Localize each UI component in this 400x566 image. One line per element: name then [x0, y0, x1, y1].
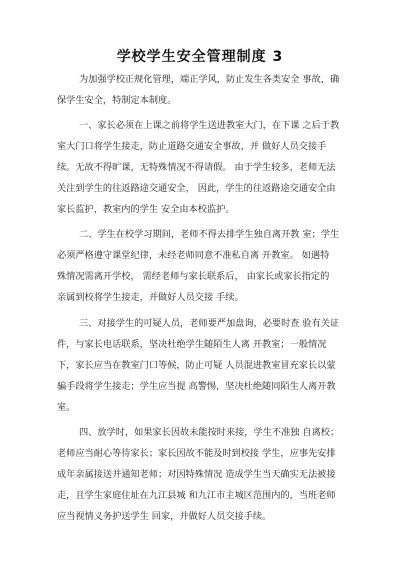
paragraph-line: 二、学生在校学习期间，老师不得去排学生独自离开教 室；学生: [79, 229, 340, 240]
paragraph-line: 必须严格遵守课堂纪律，未经老师同意不准私自离 开教室。 如遇特: [57, 250, 330, 261]
paragraph-line: 家长监护，教室内的学生 安全由本校监护。: [57, 204, 235, 215]
paragraph-line: 为加强学校正规化管理，端正学风，防止发生各类安全 事故，确: [79, 74, 340, 85]
paragraph-line: 下，家长应当在教室门口等候，防止可疑 人员混进教室冒充家长以蒙: [57, 360, 336, 371]
paragraph-line: 室大门口将学生接走，防止道路交通安全事故，并 做好人员交接手: [57, 141, 327, 152]
paragraph-line: 骗手段将学生接走；学生应当提 高警惕，坚决杜绝随同陌生人离开教: [57, 381, 336, 392]
paragraph-line: 应当视情义务护送学生 回家，并做好人员交接手续。: [57, 511, 272, 522]
paragraph-line: 件，与家长电话联系，坚决杜绝学生随陌生人离 开教室；一般情况: [57, 339, 327, 350]
paragraph-line: 室。: [57, 402, 76, 413]
paragraph-line: 亲属到校将学生接走，并做好人员交接 手续。: [57, 292, 244, 303]
paragraph-line: 殊情况需离开学校， 需经老师与家长联系后， 由家长或家长指定的: [57, 271, 330, 282]
document-title: 学校学生安全管理制度 3: [116, 49, 284, 65]
paragraph-line: 老师应当耐心等待家长；家长因故不能及时到校接 学生，应事先安排: [57, 448, 336, 459]
paragraph-line: 保学生安全，特制定本制度。: [57, 95, 177, 106]
paragraph-line: 成年亲属接送并通知老师；对因特殊情况 造成学生当天确实无法被接: [57, 469, 336, 480]
paragraph-line: 一、家长必须在上课之前将学生送进教室大门，在下课 之后于教: [79, 120, 340, 131]
paragraph-line: 续。无故不得旷课，无特殊情况不得请假。 由于学生较多，老师无法: [57, 162, 336, 173]
paragraph-line: 走，且学生家庭住址在九江县城 和九江市主城区范围内的，当班老师: [57, 490, 336, 501]
paragraph-line: 四、放学时，如果家长因故未能按时来接，学生不准独 自离校；: [79, 427, 340, 438]
paragraph-line: 关注到学生的往返路途交通安全， 因此，学生的往返路途交通安全由: [57, 183, 336, 194]
paragraph-line: 三、对接学生的可疑人员，老师要严加盘询，必要时查 验有关证: [79, 318, 340, 329]
